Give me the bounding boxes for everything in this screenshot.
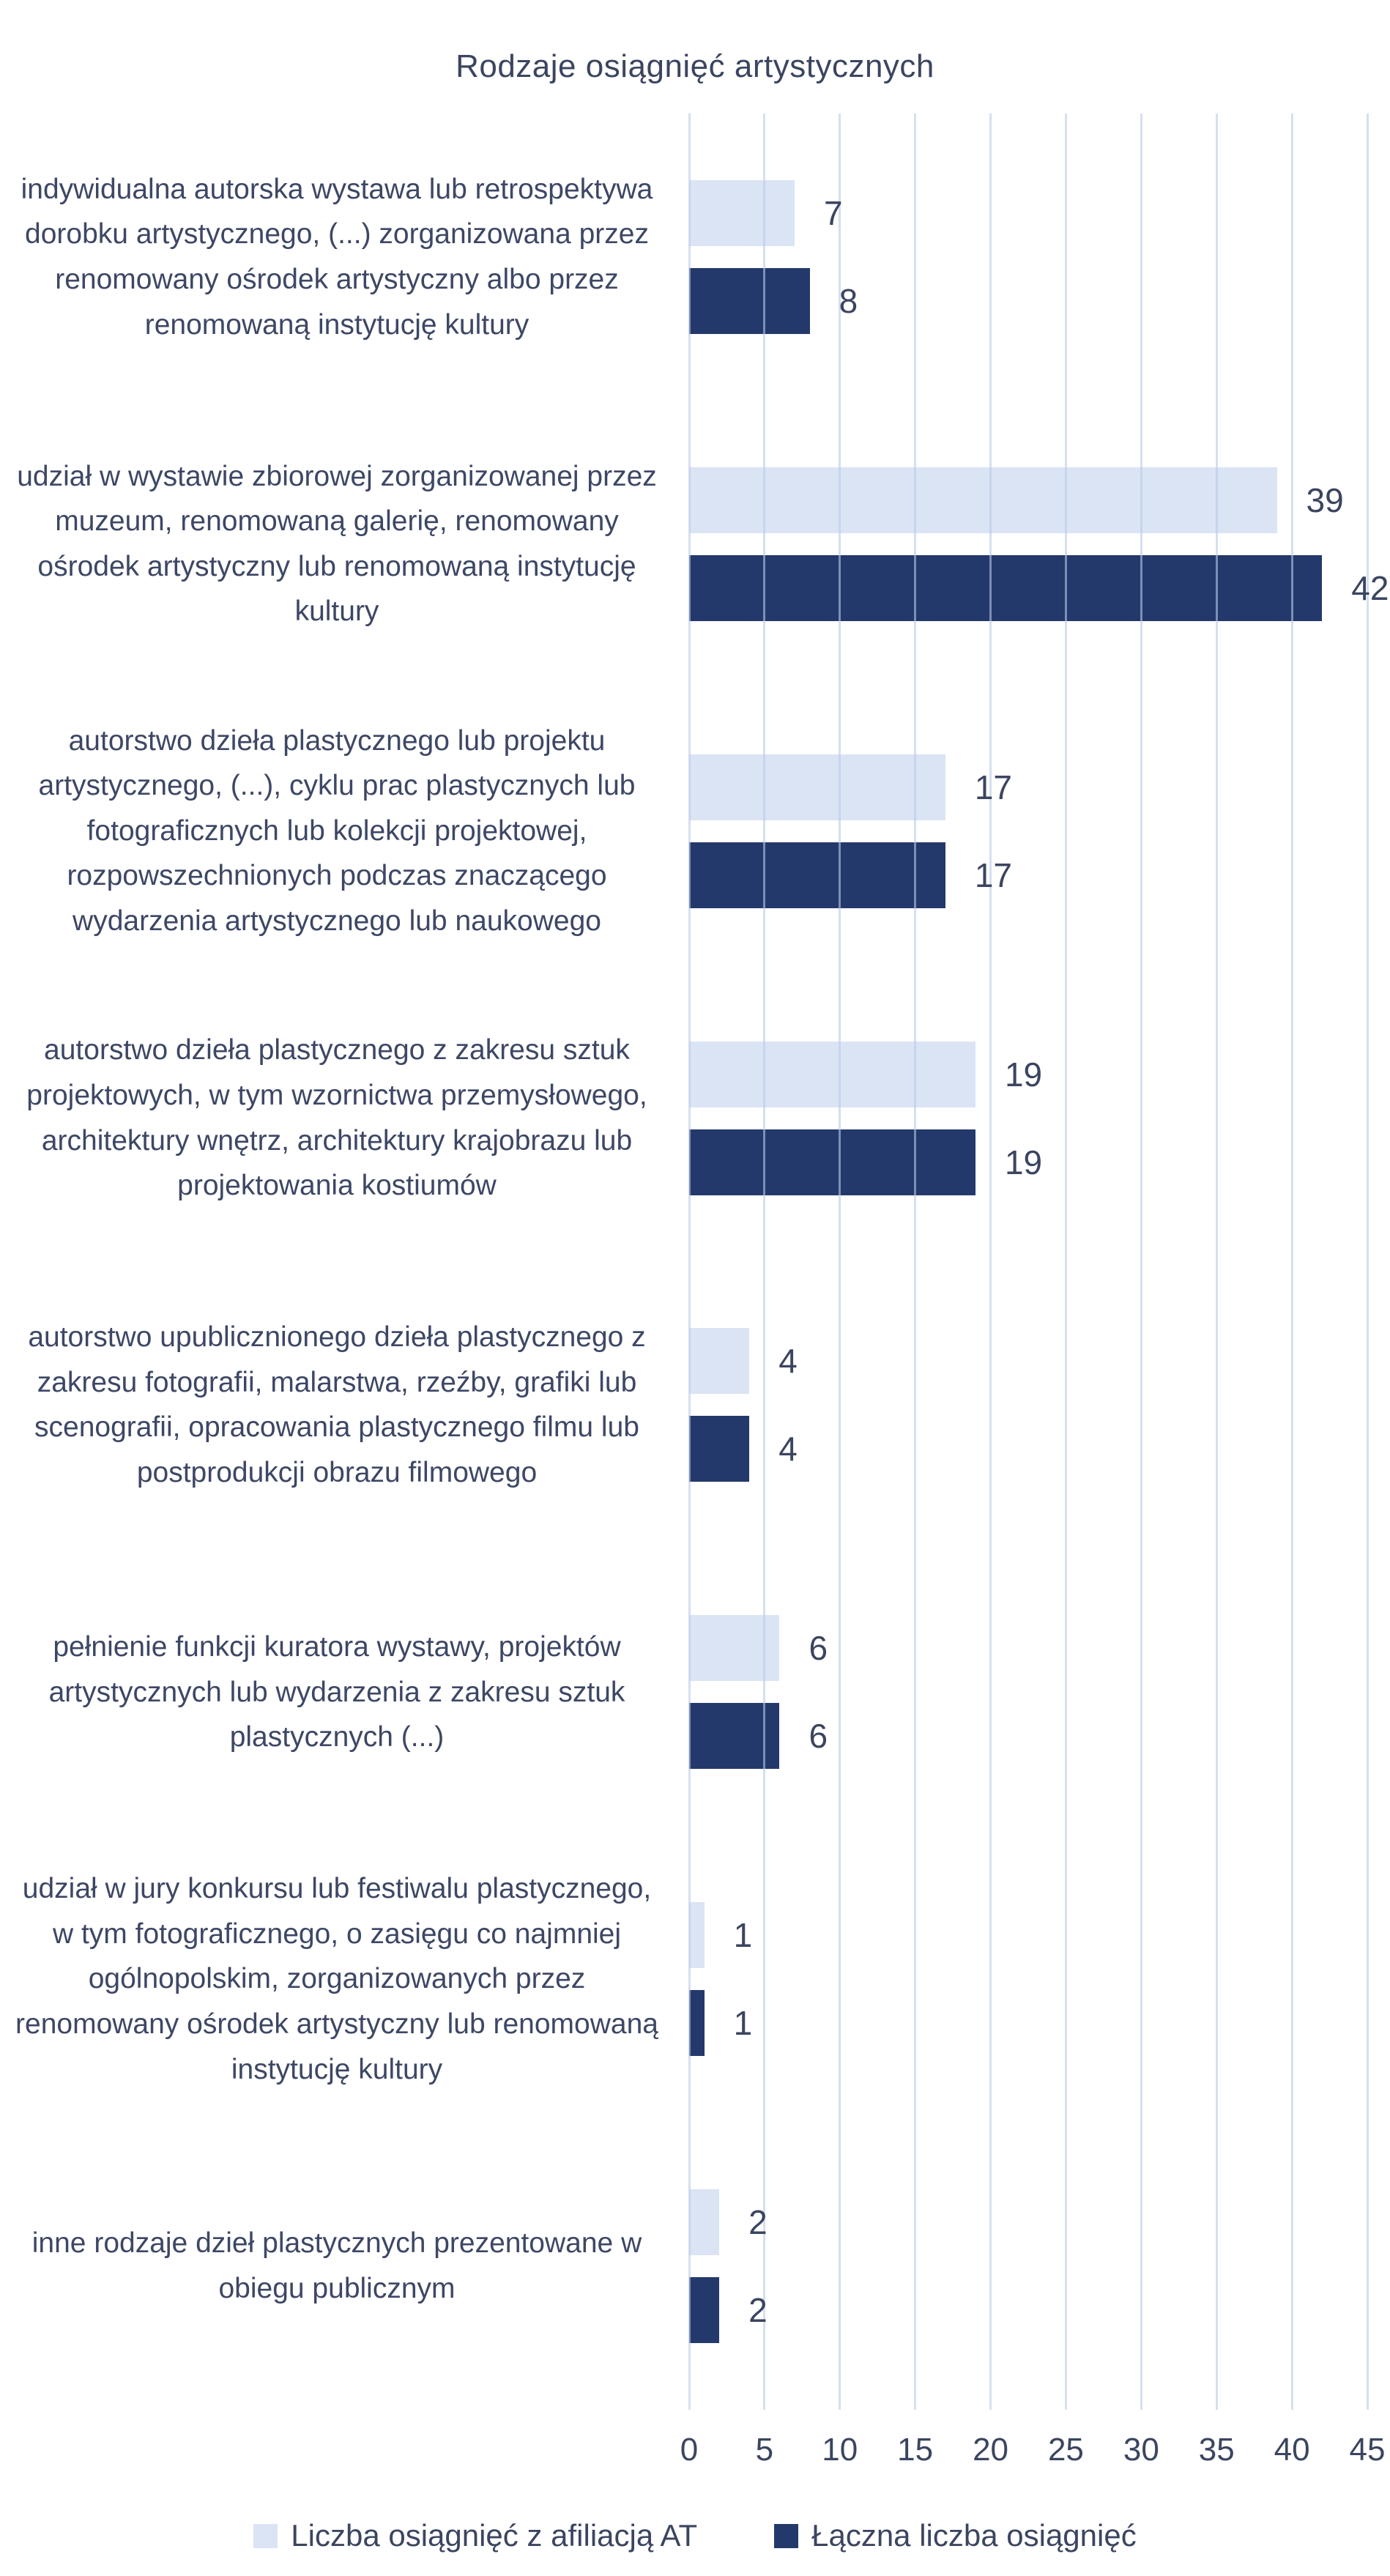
category-row bbox=[0, 688, 1390, 975]
bar-affiliation bbox=[689, 2189, 719, 2255]
value-label: 8 bbox=[839, 281, 858, 320]
value-label: 4 bbox=[778, 1430, 798, 1469]
x-tick-label: 10 bbox=[822, 2432, 858, 2468]
bar-total bbox=[689, 1129, 975, 1195]
bar-affiliation bbox=[689, 1902, 705, 1968]
gridline bbox=[1367, 114, 1369, 2410]
gridline bbox=[688, 114, 691, 2410]
value-label: 6 bbox=[809, 1629, 828, 1668]
legend-item-total bbox=[774, 2518, 1137, 2553]
x-tick-label: 0 bbox=[680, 2432, 699, 2468]
bar-affiliation bbox=[689, 1615, 779, 1681]
category-label-text: autorstwo dzieła plastycznego z zakresu sztuk projektowych, w tym wzornictwa przemysłowego, architektury wnętrz, architektury krajobrazu lub projektowania kostiumów bbox=[26, 1034, 647, 1202]
value-label: 7 bbox=[824, 193, 843, 232]
legend-swatch-total bbox=[774, 2524, 798, 2548]
category-label-text: pełnienie funkcji kuratora wystawy, projektów artystycznych lub wydarzenia z zakresu sztuk plastycznych (...) bbox=[48, 1630, 625, 1753]
value-label: 17 bbox=[974, 855, 1012, 894]
bar-affiliation bbox=[689, 180, 795, 246]
legend-label: Łączna liczba osiągnięć bbox=[811, 2518, 1137, 2553]
x-tick-label: 30 bbox=[1123, 2432, 1159, 2468]
value-label: 2 bbox=[748, 2203, 768, 2242]
category-label bbox=[11, 975, 663, 1262]
x-tick-label: 45 bbox=[1349, 2432, 1386, 2468]
bar-affiliation bbox=[689, 754, 945, 820]
value-label: 19 bbox=[1004, 1055, 1043, 1094]
value-label: 1 bbox=[733, 1916, 753, 1955]
bar-affiliation bbox=[689, 1042, 975, 1107]
category-label bbox=[11, 1262, 663, 1549]
category-row bbox=[0, 401, 1390, 688]
category-row bbox=[0, 1262, 1390, 1549]
value-label: 42 bbox=[1351, 568, 1389, 607]
category-label bbox=[11, 1836, 663, 2123]
legend-label: Liczba osiągnięć z afiliacją AT bbox=[291, 2518, 698, 2553]
gridline bbox=[1140, 114, 1142, 2410]
bar-affiliation bbox=[689, 1328, 749, 1394]
category-label-text: udział w jury konkursu lub festiwalu plastycznego, w tym fotograficznego, o zasięgu co najmniej ogólnopolskim, zorganizowanych przez renomowany ośrodek artystyczny lub renomowaną instytucję kultury bbox=[15, 1873, 658, 2085]
bar-affiliation bbox=[689, 467, 1277, 533]
value-label: 19 bbox=[1004, 1143, 1043, 1181]
x-tick-label: 15 bbox=[897, 2432, 934, 2468]
bar-total bbox=[689, 1703, 779, 1769]
gridline bbox=[763, 114, 765, 2410]
category-label bbox=[11, 1548, 663, 1836]
gridline bbox=[989, 114, 992, 2410]
x-tick-label: 5 bbox=[755, 2432, 774, 2468]
category-label-text: autorstwo upublicznionego dzieła plastycznego z zakresu fotografii, malarstwa, rzeźby, grafiki lub scenografii, opracowania plastycznego filmu lub postprodukcji obrazu filmowego bbox=[28, 1321, 646, 1489]
category-label bbox=[11, 2123, 663, 2410]
x-tick-label: 35 bbox=[1198, 2432, 1235, 2468]
chart-title: Rodzaje osiągnięć artystycznych bbox=[456, 48, 934, 84]
category-label bbox=[11, 114, 663, 401]
category-label-text: indywidualna autorska wystawa lub retrospektywa dorobku artystycznego, (...) zorganizowana przez renomowany ośrodek artystyczny albo przez renomowaną instytucję kultury bbox=[21, 173, 653, 341]
bar-total bbox=[689, 268, 810, 334]
gridline bbox=[839, 114, 841, 2410]
bar-total bbox=[689, 1416, 749, 1482]
category-row bbox=[0, 2123, 1390, 2410]
bar-total bbox=[689, 1990, 705, 2056]
gridline bbox=[1065, 114, 1067, 2410]
category-row bbox=[0, 975, 1390, 1262]
gridline bbox=[1216, 114, 1218, 2410]
bar-total bbox=[689, 2277, 719, 2343]
value-label: 1 bbox=[733, 2004, 753, 2043]
legend bbox=[0, 2514, 1390, 2558]
bar-total bbox=[689, 842, 945, 908]
category-label-text: inne rodzaje dzieł plastycznych prezentowane w obiegu publicznym bbox=[31, 2227, 642, 2305]
x-axis bbox=[680, 2432, 1386, 2476]
x-tick-label: 40 bbox=[1274, 2432, 1310, 2468]
x-tick-label: 25 bbox=[1047, 2432, 1084, 2468]
value-label: 2 bbox=[748, 2291, 768, 2330]
value-label: 4 bbox=[778, 1342, 798, 1381]
category-label bbox=[11, 401, 663, 688]
bar-total bbox=[689, 555, 1322, 621]
x-tick-label: 20 bbox=[973, 2432, 1009, 2468]
category-label-text: udział w wystawie zbiorowej zorganizowanej przez muzeum, renomowaną galerię, renomowany ośrodek artystyczny lub renomowaną instytucję kultury bbox=[17, 460, 657, 628]
legend-swatch-affiliation bbox=[253, 2524, 278, 2548]
gridline bbox=[1291, 114, 1293, 2410]
gridline bbox=[914, 114, 916, 2410]
category-row bbox=[0, 1836, 1390, 2123]
legend-item-affiliation bbox=[253, 2518, 697, 2553]
value-label: 6 bbox=[809, 1717, 828, 1756]
category-label-text: autorstwo dzieła plastycznego lub projektu artystycznego, (...), cyklu prac plastycznych lub fotograficznych lub kolekcji projektowej, rozpowszechnionych podczas znaczącego wydarzenia artystycznego lub naukowego bbox=[38, 724, 636, 938]
category-label bbox=[11, 688, 663, 975]
value-label: 17 bbox=[974, 768, 1012, 806]
category-row bbox=[0, 1548, 1390, 1836]
value-label: 39 bbox=[1306, 480, 1344, 519]
category-row bbox=[0, 114, 1390, 401]
